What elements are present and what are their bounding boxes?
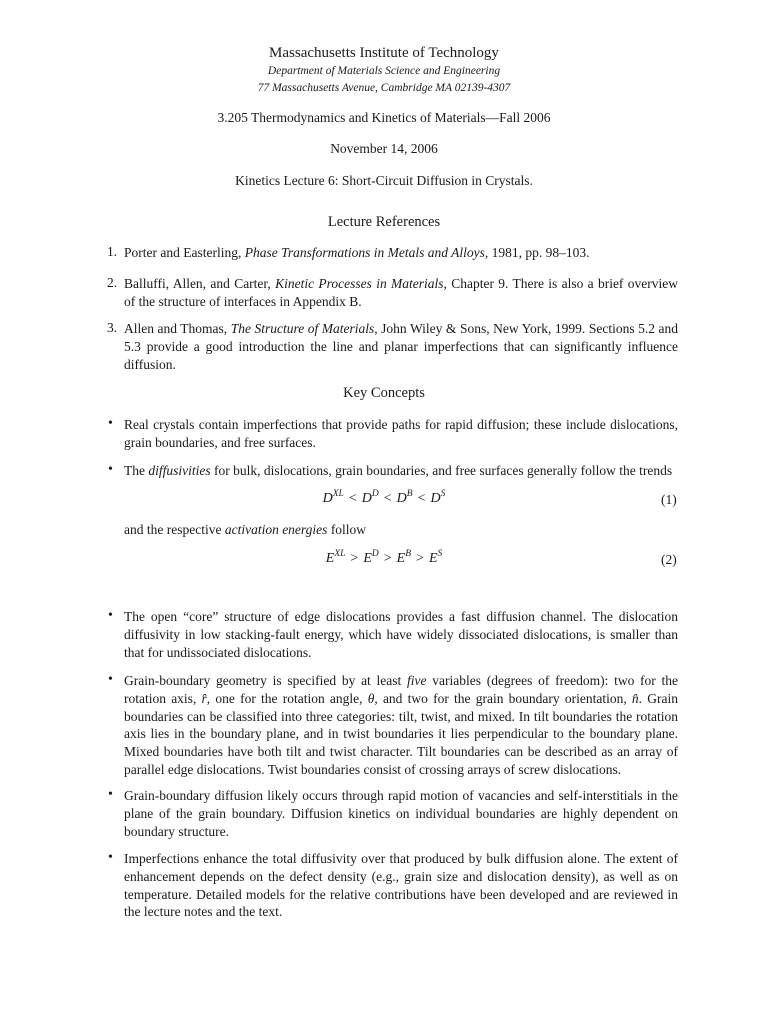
concept-text: follow [327,522,367,537]
bullet-marker: • [108,462,113,477]
equation-diffusivity-trend: $D^{XL} < D^D < D^B < D^S$ [322,489,446,506]
department-name: Department of Materials Science and Engineering [267,65,501,77]
concept-text: and the respective [124,522,225,537]
reference-number: 1. [107,244,118,259]
reference-authors: Porter and Easterling, [124,245,245,260]
course-title: 3.205 Thermodynamics and Kinetics of Materials—Fall 2006 [217,110,551,125]
concept-text [124,521,678,539]
institution-name: Massachusetts Institute of Technology [269,45,499,61]
concept-item: Grain-boundary geometry is specified by at least five variables (degrees of freedom): two for the rotation axis, r̂, one for the rotation angle, θ, and two for the grain boundary orientation, n̂. Grain boundaries can be classified into three categories: tilt, twist, and mixed. In tilt boundaries the rotation axis lies in the boundary plane, and in twist boundaries it lies perpendicular to the boundary plane. Mixed boundaries have both tilt and twist character. Tilt boundaries can be described as an array of parallel edge dislocations. Twist boundaries consist of crossing arrays of screw dislocations. [124,673,679,777]
emphasis-text: activation energies [224,522,328,537]
reference-number: 2. [107,275,118,290]
reference-number: 3. [107,320,118,335]
reference-authors: Balluffi, Allen, and Carter, [124,276,276,291]
equation-number: (1) [661,492,677,507]
reference-item [124,244,678,262]
lecture-title: Kinetics Lecture 6: Short-Circuit Diffusion in Crystals. [235,173,533,188]
equation-number: (2) [661,552,677,567]
key-concepts-heading: Key Concepts [343,385,425,401]
emphasis-text: diffusivities [148,463,211,478]
concept-item [124,462,678,480]
reference-details: , John Wiley & Sons, New York, 1999. Sections 5.2 and 5.3 provide a good introduction the line and planar imperfections that can significantly influence diffusion. [124,321,678,372]
reference-item [124,320,678,373]
reference-title: Phase Transformations in Metals and Alloys [244,245,485,260]
reference-title: Kinetic Processes in Materials [275,276,444,291]
reference-title: The Structure of Materials [230,321,375,336]
bullet-marker: • [108,787,113,802]
concept-item: The open “core” structure of edge dislocations provides a fast diffusion channel. The dislocation diffusivity in low stacking-fault energy, which have widely dissociated dislocations, is smaller than that for undissociated dislocations. [124,609,678,660]
concept-text: for bulk, dislocations, grain boundaries, and free surfaces generally follow the trends [210,463,673,478]
equation-activation-energy-trend: $E^{XL} > E^D > E^B > E^S$ [325,549,443,566]
references-heading: Lecture References [327,214,441,230]
reference-authors: Allen and Thomas, [124,321,231,336]
reference-details: , 1981, pp. 98–103. [484,245,590,260]
bullet-marker: • [108,850,113,865]
concept-item: Grain-boundary diffusion likely occurs through rapid motion of vacancies and self-interstitials in the plane of the grain boundary. Diffusion kinetics on individual boundaries are highly dependent on boundary structure. [124,788,678,839]
address: 77 Massachusetts Avenue, Cambridge MA 02139-4307 [257,82,511,94]
bullet-marker: • [108,608,113,623]
concept-item: Imperfections enhance the total diffusivity over that produced by bulk diffusion alone. The extent of enhancement depends on the defect density (e.g., grain size and dislocation density), as well as on temperature. Detailed models for the relative contributions have been developed and are reviewed in the lecture notes and the text. [124,851,678,920]
concept-text: The [124,463,149,478]
reference-item [124,275,678,311]
date: November 14, 2006 [330,141,438,156]
bullet-marker: • [108,672,113,687]
reference-details: , Chapter 9. There is also a brief overview of the structure of interfaces in Appendix B. [124,276,678,309]
concept-item: Real crystals contain imperfections that provide paths for rapid diffusion; these include dislocations, grain boundaries, and free surfaces. [124,417,678,450]
bullet-marker: • [108,416,113,431]
